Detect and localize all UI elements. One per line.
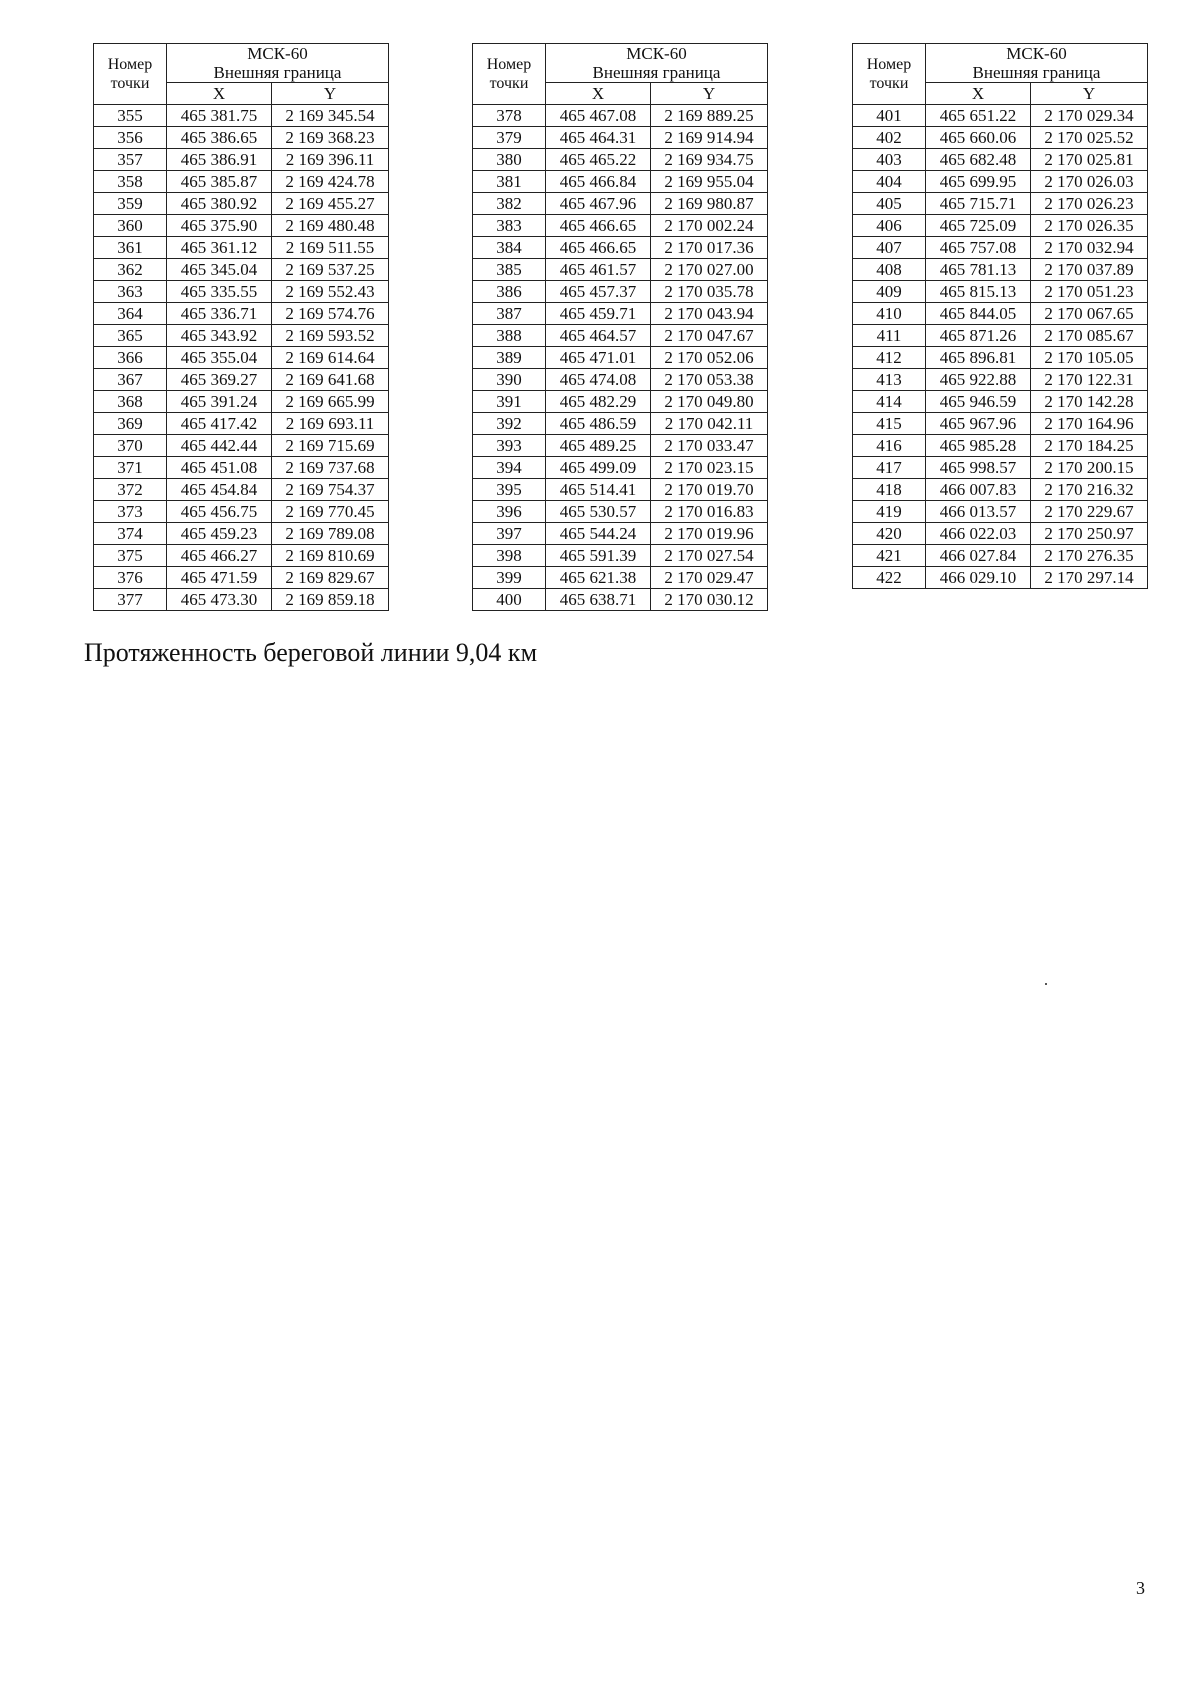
x-coordinate: 465 591.39 — [546, 545, 651, 567]
x-coordinate: 465 896.81 — [926, 347, 1031, 369]
table-row — [94, 391, 389, 413]
x-coordinate: 465 682.48 — [926, 149, 1031, 171]
table-row — [473, 501, 768, 523]
x-header: X — [546, 83, 651, 105]
x-coordinate: 465 467.08 — [546, 105, 651, 127]
x-coordinate: 465 699.95 — [926, 171, 1031, 193]
x-coordinate: 466 022.03 — [926, 523, 1031, 545]
y-coordinate: 2 170 037.89 — [1031, 259, 1148, 281]
point-number: 409 — [853, 281, 926, 303]
x-coordinate: 466 007.83 — [926, 479, 1031, 501]
y-coordinate: 2 169 455.27 — [272, 193, 389, 215]
point-number: 405 — [853, 193, 926, 215]
y-coordinate: 2 170 184.25 — [1031, 435, 1148, 457]
y-coordinate: 2 169 345.54 — [272, 105, 389, 127]
table-row — [853, 325, 1148, 347]
point-number: 402 — [853, 127, 926, 149]
point-number: 399 — [473, 567, 546, 589]
y-coordinate: 2 170 067.65 — [1031, 303, 1148, 325]
point-number: 376 — [94, 567, 167, 589]
y-coordinate: 2 169 396.11 — [272, 149, 389, 171]
x-coordinate: 465 454.84 — [167, 479, 272, 501]
y-coordinate: 2 170 026.03 — [1031, 171, 1148, 193]
table-row — [473, 303, 768, 325]
y-coordinate: 2 169 424.78 — [272, 171, 389, 193]
x-coordinate: 465 381.75 — [167, 105, 272, 127]
x-coordinate: 465 459.71 — [546, 303, 651, 325]
y-coordinate: 2 169 511.55 — [272, 237, 389, 259]
x-coordinate: 465 967.96 — [926, 413, 1031, 435]
table-row — [473, 435, 768, 457]
point-number-header: Номер точки — [853, 44, 926, 105]
x-coordinate: 465 464.57 — [546, 325, 651, 347]
x-coordinate: 466 013.57 — [926, 501, 1031, 523]
table-row — [853, 303, 1148, 325]
table-row — [473, 567, 768, 589]
point-number: 416 — [853, 435, 926, 457]
x-coordinate: 465 757.08 — [926, 237, 1031, 259]
point-number: 389 — [473, 347, 546, 369]
y-coordinate: 2 170 142.28 — [1031, 391, 1148, 413]
table-row — [94, 545, 389, 567]
y-coordinate: 2 169 810.69 — [272, 545, 389, 567]
point-number: 401 — [853, 105, 926, 127]
table-row — [94, 589, 389, 611]
y-coordinate: 2 169 715.69 — [272, 435, 389, 457]
y-coordinate: 2 170 052.06 — [651, 347, 768, 369]
point-number: 385 — [473, 259, 546, 281]
table-row — [473, 105, 768, 127]
x-coordinate: 465 660.06 — [926, 127, 1031, 149]
y-coordinate: 2 170 019.70 — [651, 479, 768, 501]
y-coordinate: 2 170 051.23 — [1031, 281, 1148, 303]
table-row — [853, 523, 1148, 545]
table-row — [853, 501, 1148, 523]
point-number: 396 — [473, 501, 546, 523]
system-header: МСК-60 — [926, 44, 1148, 64]
x-coordinate: 465 815.13 — [926, 281, 1031, 303]
y-coordinate: 2 170 043.94 — [651, 303, 768, 325]
x-coordinate: 465 530.57 — [546, 501, 651, 523]
y-coordinate: 2 170 122.31 — [1031, 369, 1148, 391]
point-number: 366 — [94, 347, 167, 369]
point-number: 369 — [94, 413, 167, 435]
table-row — [94, 215, 389, 237]
x-coordinate: 465 486.59 — [546, 413, 651, 435]
point-number: 410 — [853, 303, 926, 325]
y-coordinate: 2 169 980.87 — [651, 193, 768, 215]
table-row — [473, 171, 768, 193]
table-row — [473, 259, 768, 281]
table-row — [853, 567, 1148, 589]
y-coordinate: 2 170 229.67 — [1031, 501, 1148, 523]
table-row — [473, 523, 768, 545]
point-number: 422 — [853, 567, 926, 589]
y-coordinate: 2 169 665.99 — [272, 391, 389, 413]
point-number: 421 — [853, 545, 926, 567]
shoreline-length: Протяженность береговой линии 9,04 км — [84, 638, 538, 667]
y-coordinate: 2 170 053.38 — [651, 369, 768, 391]
y-header: Y — [651, 83, 768, 105]
x-coordinate: 465 466.84 — [546, 171, 651, 193]
y-coordinate: 2 170 025.52 — [1031, 127, 1148, 149]
point-number: 415 — [853, 413, 926, 435]
table-row — [853, 215, 1148, 237]
y-coordinate: 2 170 047.67 — [651, 325, 768, 347]
table-row — [853, 193, 1148, 215]
table-row — [94, 171, 389, 193]
table-row — [94, 149, 389, 171]
x-coordinate: 465 473.30 — [167, 589, 272, 611]
x-coordinate: 465 466.27 — [167, 545, 272, 567]
x-coordinate: 465 844.05 — [926, 303, 1031, 325]
x-coordinate: 465 985.28 — [926, 435, 1031, 457]
y-coordinate: 2 170 027.00 — [651, 259, 768, 281]
point-number: 392 — [473, 413, 546, 435]
y-coordinate: 2 169 934.75 — [651, 149, 768, 171]
y-coordinate: 2 169 770.45 — [272, 501, 389, 523]
table-row — [94, 501, 389, 523]
y-coordinate: 2 170 216.32 — [1031, 479, 1148, 501]
table-row — [473, 215, 768, 237]
table-row — [853, 347, 1148, 369]
boundary-header: Внешняя граница — [926, 63, 1148, 83]
x-coordinate: 465 499.09 — [546, 457, 651, 479]
x-coordinate: 465 451.08 — [167, 457, 272, 479]
point-number: 373 — [94, 501, 167, 523]
x-coordinate: 465 466.65 — [546, 237, 651, 259]
y-coordinate: 2 170 032.94 — [1031, 237, 1148, 259]
x-coordinate: 465 725.09 — [926, 215, 1031, 237]
point-number: 377 — [94, 589, 167, 611]
point-number: 407 — [853, 237, 926, 259]
x-coordinate: 465 459.23 — [167, 523, 272, 545]
table-row — [94, 105, 389, 127]
x-coordinate: 465 471.59 — [167, 567, 272, 589]
x-coordinate: 465 369.27 — [167, 369, 272, 391]
header-row — [473, 44, 768, 64]
x-coordinate: 465 361.12 — [167, 237, 272, 259]
point-number: 414 — [853, 391, 926, 413]
point-number: 357 — [94, 149, 167, 171]
y-coordinate: 2 169 859.18 — [272, 589, 389, 611]
table-row — [853, 479, 1148, 501]
y-coordinate: 2 169 552.43 — [272, 281, 389, 303]
point-number: 403 — [853, 149, 926, 171]
x-coordinate: 465 345.04 — [167, 259, 272, 281]
y-coordinate: 2 170 017.36 — [651, 237, 768, 259]
coordinates-table-3 — [852, 43, 1148, 589]
x-coordinate: 465 375.90 — [167, 215, 272, 237]
table-row — [853, 127, 1148, 149]
point-number: 355 — [94, 105, 167, 127]
y-coordinate: 2 170 250.97 — [1031, 523, 1148, 545]
y-coordinate: 2 169 829.67 — [272, 567, 389, 589]
point-number: 378 — [473, 105, 546, 127]
point-number: 420 — [853, 523, 926, 545]
header-row — [853, 44, 1148, 64]
table-row — [94, 567, 389, 589]
y-coordinate: 2 170 026.35 — [1031, 215, 1148, 237]
point-number: 362 — [94, 259, 167, 281]
point-number: 358 — [94, 171, 167, 193]
y-coordinate: 2 169 754.37 — [272, 479, 389, 501]
table-row — [853, 369, 1148, 391]
y-coordinate: 2 170 164.96 — [1031, 413, 1148, 435]
y-coordinate: 2 170 023.15 — [651, 457, 768, 479]
table-row — [94, 281, 389, 303]
y-coordinate: 2 170 035.78 — [651, 281, 768, 303]
table-row — [853, 149, 1148, 171]
x-coordinate: 466 027.84 — [926, 545, 1031, 567]
x-coordinate: 465 355.04 — [167, 347, 272, 369]
table-row — [94, 127, 389, 149]
table-row — [94, 413, 389, 435]
table-row — [853, 545, 1148, 567]
table-row — [94, 457, 389, 479]
point-number: 387 — [473, 303, 546, 325]
point-number: 365 — [94, 325, 167, 347]
y-coordinate: 2 169 574.76 — [272, 303, 389, 325]
x-coordinate: 465 380.92 — [167, 193, 272, 215]
point-number: 374 — [94, 523, 167, 545]
table-row — [94, 479, 389, 501]
point-number: 379 — [473, 127, 546, 149]
table-row — [473, 589, 768, 611]
coordinates-table-1 — [93, 43, 389, 611]
system-header: МСК-60 — [167, 44, 389, 64]
point-number: 412 — [853, 347, 926, 369]
x-coordinate: 465 474.08 — [546, 369, 651, 391]
point-number: 419 — [853, 501, 926, 523]
table-row — [473, 325, 768, 347]
y-coordinate: 2 170 276.35 — [1031, 545, 1148, 567]
table-row — [853, 435, 1148, 457]
point-number: 361 — [94, 237, 167, 259]
point-number: 411 — [853, 325, 926, 347]
y-header: Y — [1031, 83, 1148, 105]
point-number: 386 — [473, 281, 546, 303]
coordinates-table-2 — [472, 43, 768, 611]
table-row — [473, 391, 768, 413]
table-row — [473, 281, 768, 303]
table-row — [473, 127, 768, 149]
table-row — [473, 457, 768, 479]
x-coordinate: 465 385.87 — [167, 171, 272, 193]
x-coordinate: 465 621.38 — [546, 567, 651, 589]
point-number-header: Номер точки — [473, 44, 546, 105]
x-coordinate: 465 544.24 — [546, 523, 651, 545]
x-coordinate: 465 457.37 — [546, 281, 651, 303]
table-row — [94, 369, 389, 391]
x-coordinate: 465 391.24 — [167, 391, 272, 413]
point-number: 400 — [473, 589, 546, 611]
point-number: 380 — [473, 149, 546, 171]
y-coordinate: 2 170 297.14 — [1031, 567, 1148, 589]
point-number: 363 — [94, 281, 167, 303]
table-row — [94, 523, 389, 545]
y-coordinate: 2 169 955.04 — [651, 171, 768, 193]
y-coordinate: 2 170 025.81 — [1031, 149, 1148, 171]
table-row — [853, 171, 1148, 193]
x-coordinate: 465 781.13 — [926, 259, 1031, 281]
point-number: 382 — [473, 193, 546, 215]
table-row — [94, 259, 389, 281]
point-number: 360 — [94, 215, 167, 237]
point-number: 375 — [94, 545, 167, 567]
y-coordinate: 2 169 737.68 — [272, 457, 389, 479]
x-coordinate: 465 489.25 — [546, 435, 651, 457]
y-coordinate: 2 170 085.67 — [1031, 325, 1148, 347]
y-coordinate: 2 169 641.68 — [272, 369, 389, 391]
y-coordinate: 2 169 693.11 — [272, 413, 389, 435]
table-row — [94, 347, 389, 369]
point-number: 356 — [94, 127, 167, 149]
x-coordinate: 465 465.22 — [546, 149, 651, 171]
scan-speck — [1045, 983, 1047, 985]
x-coordinate: 465 871.26 — [926, 325, 1031, 347]
x-coordinate: 465 336.71 — [167, 303, 272, 325]
x-coordinate: 465 343.92 — [167, 325, 272, 347]
y-coordinate: 2 170 027.54 — [651, 545, 768, 567]
table-row — [473, 545, 768, 567]
x-coordinate: 466 029.10 — [926, 567, 1031, 589]
y-coordinate: 2 170 016.83 — [651, 501, 768, 523]
x-coordinate: 465 715.71 — [926, 193, 1031, 215]
y-coordinate: 2 170 026.23 — [1031, 193, 1148, 215]
y-coordinate: 2 170 029.34 — [1031, 105, 1148, 127]
point-number: 413 — [853, 369, 926, 391]
point-number: 393 — [473, 435, 546, 457]
table-row — [94, 237, 389, 259]
point-number: 406 — [853, 215, 926, 237]
point-number: 367 — [94, 369, 167, 391]
point-number: 391 — [473, 391, 546, 413]
y-coordinate: 2 170 042.11 — [651, 413, 768, 435]
point-number: 388 — [473, 325, 546, 347]
page-number: 3 — [1136, 1578, 1145, 1598]
point-number: 418 — [853, 479, 926, 501]
point-number: 371 — [94, 457, 167, 479]
point-number: 364 — [94, 303, 167, 325]
y-header: Y — [272, 83, 389, 105]
table-row — [94, 435, 389, 457]
y-coordinate: 2 169 914.94 — [651, 127, 768, 149]
x-coordinate: 465 456.75 — [167, 501, 272, 523]
y-coordinate: 2 169 889.25 — [651, 105, 768, 127]
x-coordinate: 465 467.96 — [546, 193, 651, 215]
header-row — [94, 44, 389, 64]
point-number-header: Номер точки — [94, 44, 167, 105]
table-row — [94, 325, 389, 347]
table-row — [853, 259, 1148, 281]
point-number: 395 — [473, 479, 546, 501]
point-number: 368 — [94, 391, 167, 413]
y-coordinate: 2 170 030.12 — [651, 589, 768, 611]
x-coordinate: 465 471.01 — [546, 347, 651, 369]
table-row — [853, 237, 1148, 259]
point-number: 397 — [473, 523, 546, 545]
table-row — [853, 281, 1148, 303]
table-row — [853, 391, 1148, 413]
x-coordinate: 465 998.57 — [926, 457, 1031, 479]
y-coordinate: 2 170 049.80 — [651, 391, 768, 413]
point-number: 404 — [853, 171, 926, 193]
table-row — [853, 413, 1148, 435]
x-coordinate: 465 417.42 — [167, 413, 272, 435]
y-coordinate: 2 170 105.05 — [1031, 347, 1148, 369]
y-coordinate: 2 170 019.96 — [651, 523, 768, 545]
point-number: 398 — [473, 545, 546, 567]
point-number: 381 — [473, 171, 546, 193]
x-coordinate: 465 466.65 — [546, 215, 651, 237]
y-coordinate: 2 169 593.52 — [272, 325, 389, 347]
x-coordinate: 465 461.57 — [546, 259, 651, 281]
table-row — [473, 479, 768, 501]
y-coordinate: 2 170 033.47 — [651, 435, 768, 457]
point-number: 370 — [94, 435, 167, 457]
table-row — [473, 193, 768, 215]
x-coordinate: 465 482.29 — [546, 391, 651, 413]
point-number: 390 — [473, 369, 546, 391]
table-row — [853, 105, 1148, 127]
table-row — [473, 413, 768, 435]
point-number: 417 — [853, 457, 926, 479]
table-row — [94, 303, 389, 325]
x-header: X — [167, 83, 272, 105]
x-coordinate: 465 922.88 — [926, 369, 1031, 391]
point-number: 394 — [473, 457, 546, 479]
table-row — [853, 457, 1148, 479]
x-coordinate: 465 638.71 — [546, 589, 651, 611]
x-coordinate: 465 335.55 — [167, 281, 272, 303]
x-header: X — [926, 83, 1031, 105]
table-row — [473, 347, 768, 369]
boundary-header: Внешняя граница — [546, 63, 768, 83]
y-coordinate: 2 169 368.23 — [272, 127, 389, 149]
table-row — [94, 193, 389, 215]
y-coordinate: 2 169 537.25 — [272, 259, 389, 281]
point-number: 383 — [473, 215, 546, 237]
point-number: 372 — [94, 479, 167, 501]
table-row — [473, 237, 768, 259]
x-coordinate: 465 386.91 — [167, 149, 272, 171]
x-coordinate: 465 651.22 — [926, 105, 1031, 127]
table-row — [473, 369, 768, 391]
table-row — [473, 149, 768, 171]
system-header: МСК-60 — [546, 44, 768, 64]
y-coordinate: 2 169 789.08 — [272, 523, 389, 545]
x-coordinate: 465 442.44 — [167, 435, 272, 457]
x-coordinate: 465 514.41 — [546, 479, 651, 501]
y-coordinate: 2 169 614.64 — [272, 347, 389, 369]
point-number: 359 — [94, 193, 167, 215]
y-coordinate: 2 170 002.24 — [651, 215, 768, 237]
x-coordinate: 465 386.65 — [167, 127, 272, 149]
point-number: 408 — [853, 259, 926, 281]
y-coordinate: 2 170 029.47 — [651, 567, 768, 589]
point-number: 384 — [473, 237, 546, 259]
y-coordinate: 2 170 200.15 — [1031, 457, 1148, 479]
x-coordinate: 465 946.59 — [926, 391, 1031, 413]
boundary-header: Внешняя граница — [167, 63, 389, 83]
y-coordinate: 2 169 480.48 — [272, 215, 389, 237]
x-coordinate: 465 464.31 — [546, 127, 651, 149]
